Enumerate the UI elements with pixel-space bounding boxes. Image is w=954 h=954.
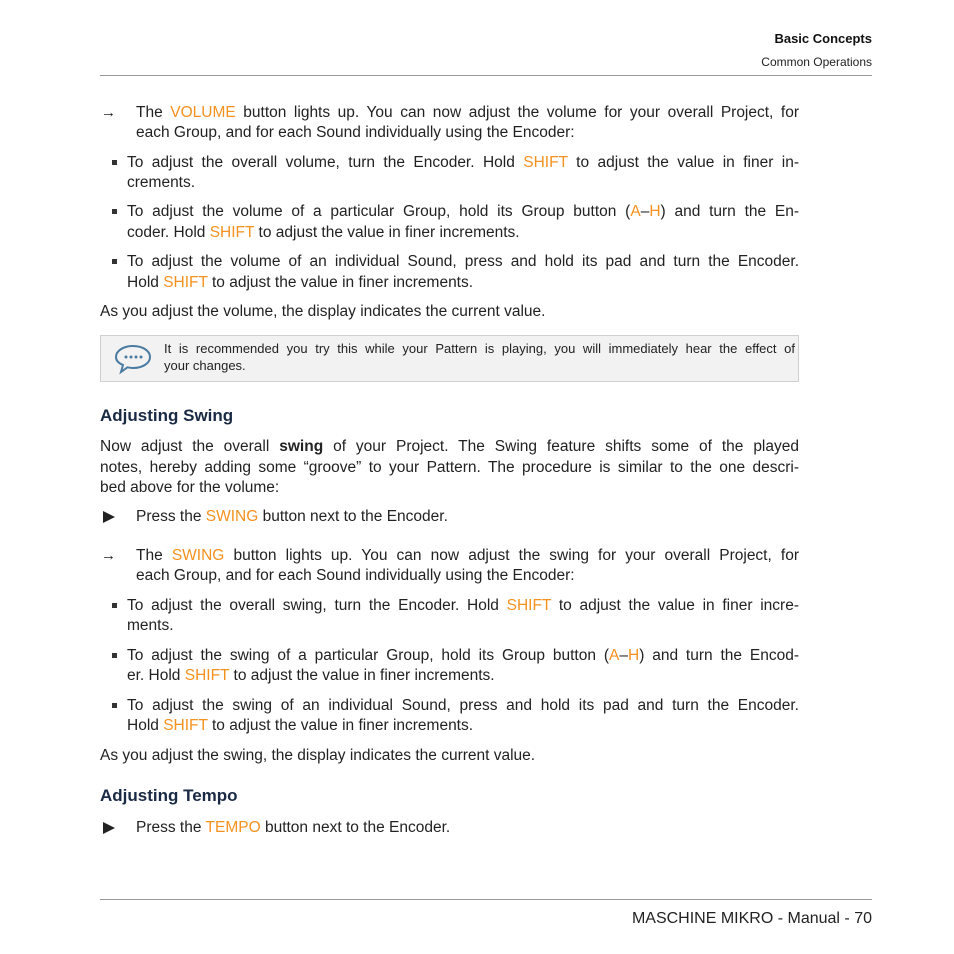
bullet-icon	[112, 703, 117, 708]
tip-box	[100, 335, 799, 382]
swing-heading: Adjusting Swing	[100, 406, 234, 425]
volume-bullet3-line2: Hold SHIFT to adjust the value in finer increments.	[127, 274, 474, 291]
bullet-icon	[112, 160, 117, 165]
volume-bullet1-line1: To adjust the overall volume, turn the Encoder. Hold SHIFT to adjust the value in finer in-	[127, 154, 799, 171]
volume-bullet2-line2: coder. Hold SHIFT to adjust the value in finer increments.	[127, 224, 520, 241]
swing-result-line1: The SWING button lights up. You can now adjust the swing for your overall Project, for	[136, 547, 799, 564]
swing-bullet2-line2: er. Hold SHIFT to adjust the value in finer increments.	[127, 667, 495, 684]
footer-page-label: MASCHINE MIKRO - Manual - 70	[631, 910, 872, 927]
bullet-icon	[112, 209, 117, 214]
swing-intro-line2: notes, hereby adding some “groove” to your Pattern. The procedure is similar to the one descri-	[100, 459, 799, 476]
swing-after: As you adjust the swing, the display indicates the current value.	[100, 747, 536, 764]
volume-after: As you adjust the volume, the display indicates the current value.	[100, 303, 546, 320]
header-rule	[100, 75, 872, 76]
volume-bullet2-line1: To adjust the volume of a particular Group, hold its Group button (A–H) and turn the En-	[127, 203, 800, 220]
step-triangle-icon	[103, 511, 115, 523]
swing-result-line2: each Group, and for each Sound individually using the Encoder:	[136, 567, 575, 584]
volume-bullet1-line2: crements.	[127, 174, 196, 191]
bullet-icon	[112, 259, 117, 264]
volume-result-line2: each Group, and for each Sound individually using the Encoder:	[136, 124, 575, 141]
volume-bullet3-line1: To adjust the volume of an individual Sound, press and hold its pad and turn the Encoder.	[127, 253, 799, 270]
bullet-icon	[112, 603, 117, 608]
result-arrow-icon: →	[101, 547, 116, 564]
swing-bullet2-line1: To adjust the swing of a particular Group, hold its Group button (A–H) and turn the Encod-	[127, 647, 800, 664]
swing-bullet1-line2: ments.	[127, 617, 174, 634]
bullet-icon	[112, 653, 117, 658]
result-arrow-icon: →	[101, 104, 116, 121]
swing-step: Press the SWING button next to the Encoder.	[136, 508, 448, 525]
step-triangle-icon	[103, 822, 115, 834]
swing-bullet3-line1: To adjust the swing of an individual Sound, press and hold its pad and turn the Encoder.	[127, 697, 799, 714]
tip-line2: your changes.	[164, 358, 246, 373]
footer-rule	[100, 899, 872, 900]
tempo-heading: Adjusting Tempo	[100, 786, 238, 805]
tempo-step: Press the TEMPO button next to the Encoder.	[136, 819, 451, 836]
tip-line1: It is recommended you try this while your Pattern is playing, you will immediately hear the effect of	[164, 341, 795, 356]
swing-intro-line3: bed above for the volume:	[100, 479, 280, 496]
volume-result-line1: The VOLUME button lights up. You can now adjust the volume for your overall Project, for	[136, 104, 800, 121]
header-subtitle: Common Operations	[761, 55, 872, 69]
header-title: Basic Concepts	[774, 31, 872, 46]
speech-bubble-icon	[113, 343, 153, 375]
volume-key: VOLUME	[170, 104, 236, 121]
swing-intro-line1: Now adjust the overall swing of your Project. The Swing feature shifts some of the played	[100, 438, 799, 455]
swing-bullet1-line1: To adjust the overall swing, turn the Encoder. Hold SHIFT to adjust the value in finer incre-	[127, 597, 799, 614]
swing-bullet3-line2: Hold SHIFT to adjust the value in finer increments.	[127, 717, 474, 734]
